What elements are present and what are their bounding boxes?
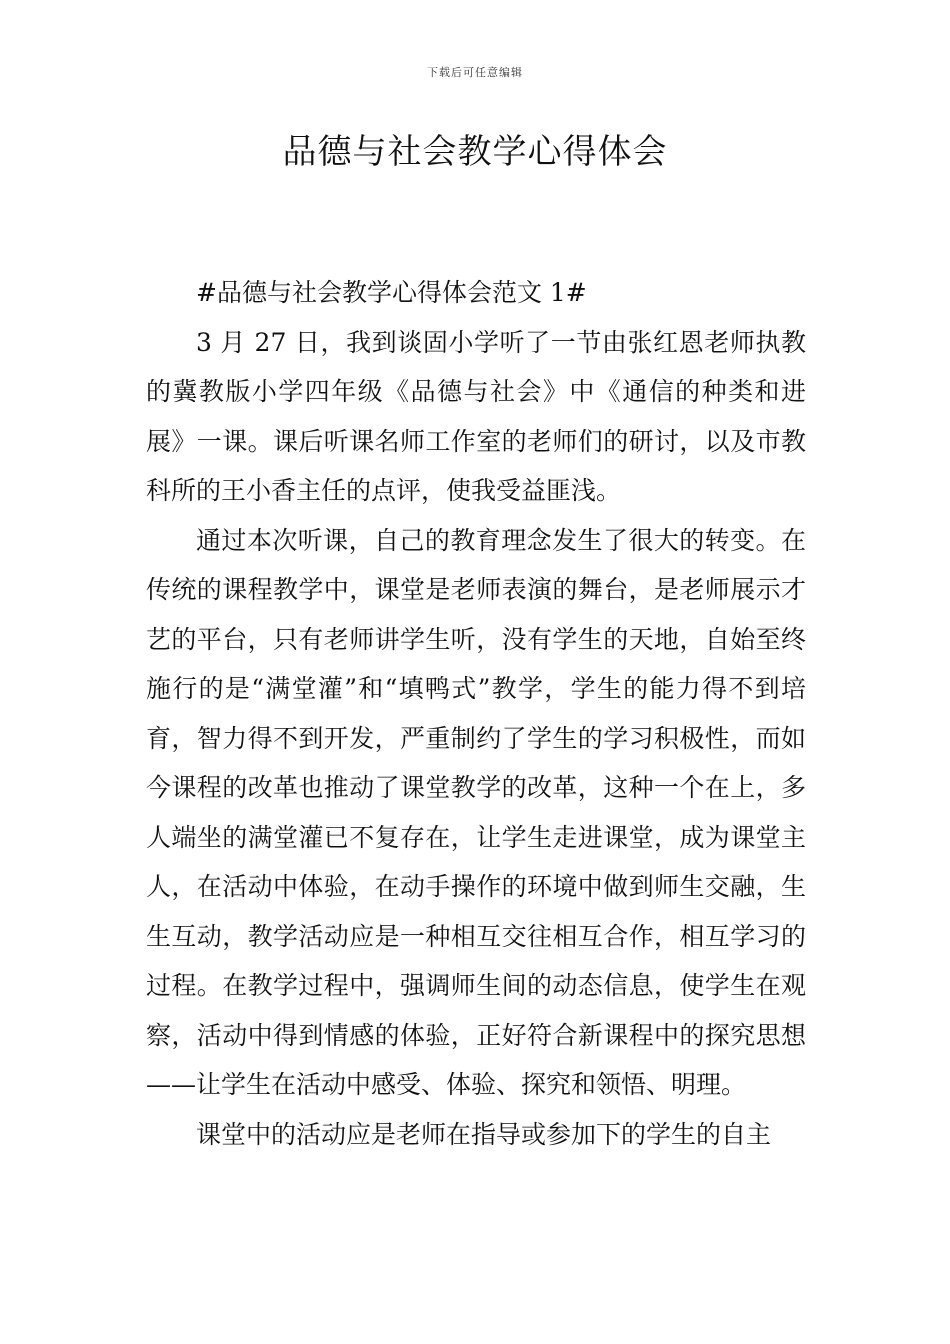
paragraph-3: 课堂中的活动应是老师在指导或参加下的学生的自主 bbox=[196, 1119, 772, 1149]
document-body bbox=[146, 268, 806, 1159]
section-subheading: #品德与社会教学心得体会范文 1# bbox=[196, 278, 587, 307]
header-note: 下载后可任意编辑 bbox=[427, 66, 523, 79]
paragraph-1: 3 月 27 日，我到谈固小学听了一节由张红恩老师执教的冀教版小学四年级《品德与社会》中《通信的种类和进展》一课。课后听课名师工作室的老师们的研讨，以及市教科所的王小香主任的点评，使我受益匪浅。 bbox=[146, 327, 806, 505]
paragraph-2: 通过本次听课，自己的教育理念发生了很大的转变。在传统的课程教学中，课堂是老师表演的舞台，是老师展示才艺的平台，只有老师讲学生听，没有学生的天地，自始至终施行的是“满堂灌”和“填鸭式”教学，学生的能力得不到培育，智力得不到开发，严重制约了学生的学习积极性，而如今课程的改革也推动了课堂教学的改革，这种一个在上，多人端坐的满堂灌已不复存在，让学生走进课堂，成为课堂主人，在活动中体验，在动手操作的环境中做到师生交融，生生互动，教学活动应是一种相互交往相互合作，相互学习的过程。在教学过程中，强调师生间的动态信息，使学生在观察，活动中得到情感的体验，正好符合新课程中的探究思想——让学生在活动中感受、体验、探究和领悟、明理。 bbox=[146, 525, 806, 1099]
document-title: 品德与社会教学心得体会 bbox=[282, 132, 668, 172]
